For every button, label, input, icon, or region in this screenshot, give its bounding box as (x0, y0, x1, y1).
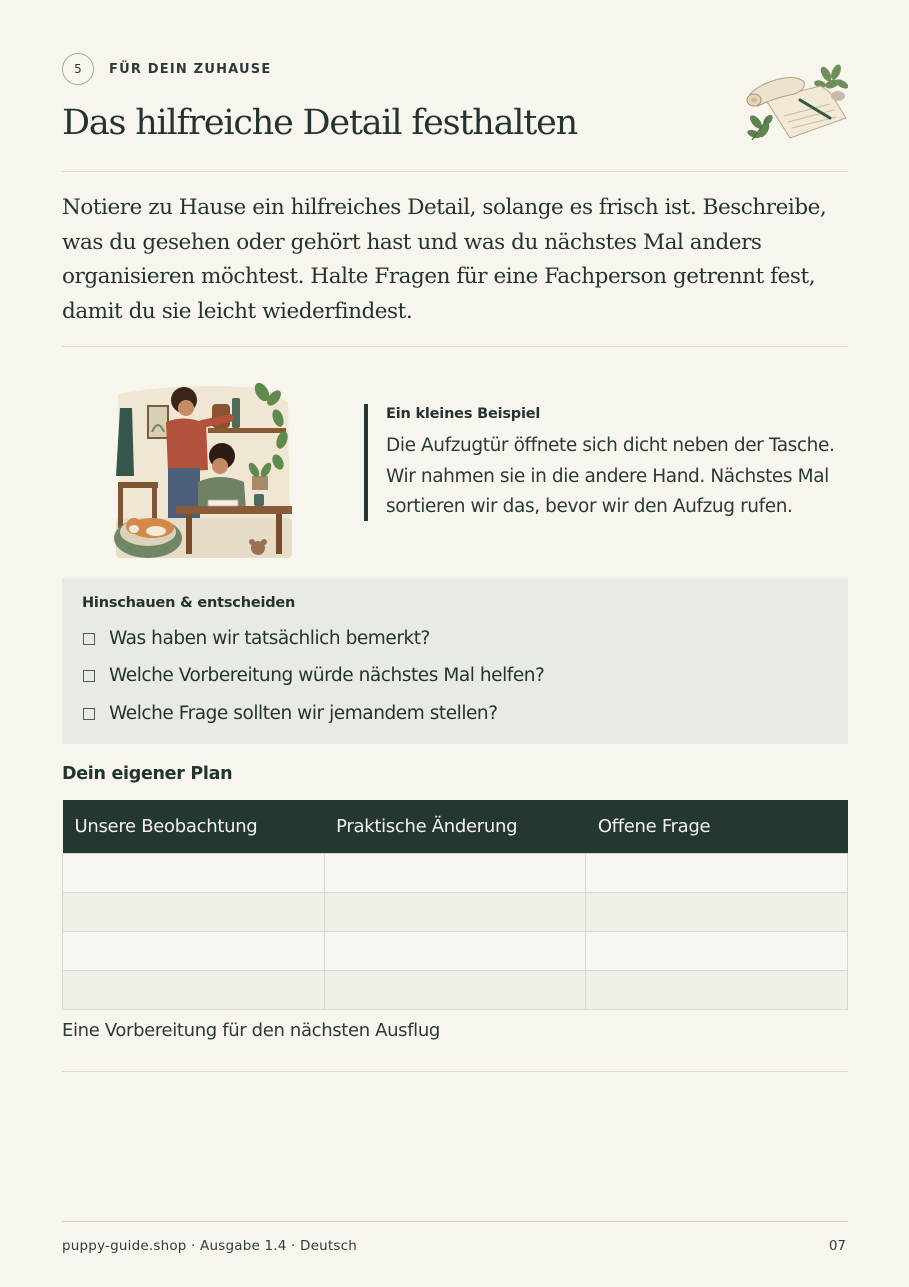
page-title: Das hilfreiche Detail festhalten (62, 103, 577, 143)
table-cell[interactable] (586, 970, 848, 1009)
plan-title: Dein eigener Plan (62, 764, 233, 784)
notebook-scroll-icon (744, 60, 848, 144)
checklist-item-label: Welche Frage sollten wir jemandem stellen? (109, 703, 498, 724)
table-cell[interactable] (63, 853, 325, 892)
table-cell[interactable] (324, 853, 586, 892)
table-row (63, 892, 848, 931)
table-cell[interactable] (324, 892, 586, 931)
example-heading: Ein kleines Beispiel (386, 406, 541, 422)
page-number: 07 (828, 1238, 846, 1254)
section-header (62, 53, 848, 89)
column-header: Unsere Beobachtung (63, 800, 325, 853)
checklist-item-label: Welche Vorbereitung würde nächstes Mal helfen? (109, 665, 545, 686)
example-callout (364, 404, 848, 521)
checkbox[interactable] (83, 670, 95, 682)
table-cell[interactable] (63, 931, 325, 970)
intro-paragraph: Notiere zu Hause ein hilfreiches Detail, solange es frisch ist. Beschreibe, was du gesehen oder gehört hast und was du nächstes Mal anders organisieren möchtest. Halte Fragen für eine Fachperson getrennt fest, damit du sie leicht wiederfindest. (62, 195, 827, 324)
intro-divider (62, 346, 848, 347)
table-cell[interactable] (586, 931, 848, 970)
step-number-badge: 5 (62, 53, 94, 85)
column-header: Praktische Änderung (324, 800, 586, 853)
table-cell[interactable] (63, 892, 325, 931)
checklist-panel (62, 578, 848, 744)
column-header: Offene Frage (586, 800, 848, 853)
plan-table (62, 800, 848, 1010)
table-row (63, 970, 848, 1009)
footer-divider (62, 1221, 848, 1222)
checklist-title: Hinschauen & entscheiden (82, 595, 296, 611)
home-scene-illustration (112, 378, 294, 564)
worksheet-page (62, 0, 848, 1287)
table-cell[interactable] (586, 853, 848, 892)
table-cell[interactable] (63, 970, 325, 1009)
table-cell[interactable] (586, 892, 848, 931)
table-cell[interactable] (324, 970, 586, 1009)
footnote: Eine Vorbereitung für den nächsten Ausflug (62, 1020, 440, 1041)
header-divider (62, 171, 848, 172)
footnote-divider (62, 1071, 848, 1072)
table-row (63, 931, 848, 970)
checkbox[interactable] (83, 708, 95, 720)
callout-accent-bar (364, 404, 368, 521)
footer-publication: puppy-guide.shop · Ausgabe 1.4 · Deutsch (62, 1238, 357, 1254)
checkbox[interactable] (83, 633, 95, 645)
checklist-item-label: Was haben wir tatsächlich bemerkt? (109, 628, 430, 649)
table-row (63, 853, 848, 892)
plan-table-header-row (63, 800, 848, 853)
table-cell[interactable] (324, 931, 586, 970)
section-kicker: FÜR DEIN ZUHAUSE (109, 62, 272, 77)
example-text: Die Aufzugtür öffnete sich dicht neben der Tasche. Wir nahmen sie in die andere Hand. Nächstes Mal sortieren wir das, bevor wir den Aufzug rufen. (386, 435, 835, 517)
